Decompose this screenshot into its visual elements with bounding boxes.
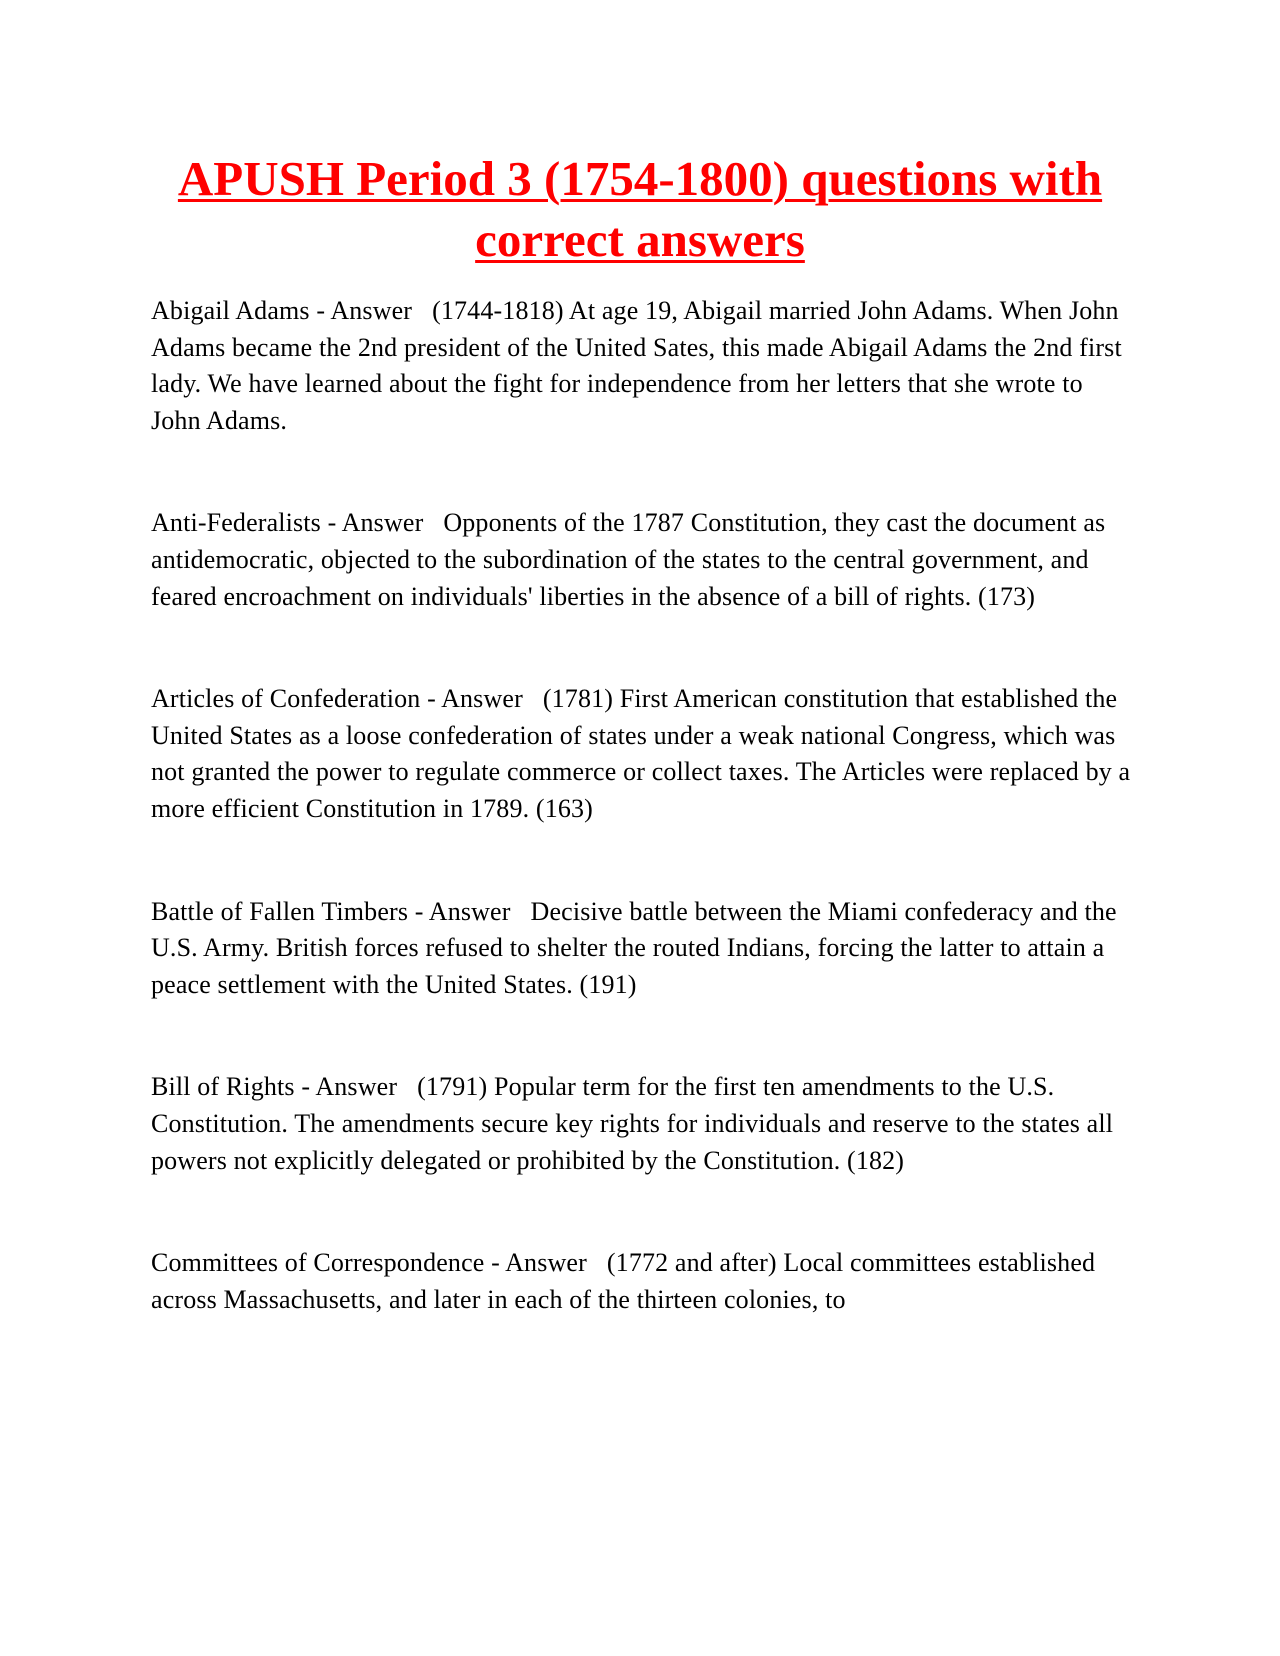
- entry-battle-of-fallen-timbers: [151, 894, 1136, 1004]
- entry-abigail-adams: [151, 293, 1136, 439]
- entry-committees-of-correspondence: [151, 1245, 1136, 1318]
- entry-articles-of-confederation: [151, 681, 1136, 827]
- entry-answer-label: - Answer: [320, 508, 444, 538]
- entry-definition: (1744-1818) At age 19, Abigail married John Adams. When John Adams became the 2nd president of the United Sates, this made Abigail Adams the 2nd first lady. We have learned about the fight for independence from her letters that she wrote to John Adams.: [151, 296, 1129, 435]
- entry-definition: (1791) Popular term for the first ten amendments to the U.S. Constitution. The amendments secure key rights for individuals and reserve to the states all powers not explicitly delegated or prohibited by the Constitution. (182): [151, 1072, 1120, 1175]
- entry-term: Anti-Federalists: [151, 508, 321, 538]
- entry-answer-label: - Answer: [294, 1072, 418, 1102]
- entry-definition: Decisive battle between the Miami confederacy and the U.S. Army. British forces refused to shelter the routed Indians, forcing the latter to attain a peace settlement with the United States. (191): [151, 896, 1124, 999]
- entry-term: Committees of Correspondence: [151, 1248, 485, 1278]
- entry-answer-label: - Answer: [484, 1248, 607, 1278]
- entry-term: Articles of Confederation: [151, 684, 421, 714]
- entry-definition: (1781) First American constitution that established the United States as a loose confederation of states under a weak national Congress, which was not granted the power to regulate commerce or collect taxes. The Articles were replaced by a more efficient Constitution in 1789. (163): [151, 684, 1137, 823]
- document-title: APUSH Period 3 (1754-1800) questions with correct answers: [177, 151, 1103, 267]
- entry-definition: (1772 and after) Local committees established across Massachusetts, and later in each of the thirteen colonies, to: [151, 1248, 1102, 1314]
- entry-list: [151, 293, 1136, 1318]
- entry-definition: Opponents of the 1787 Constitution, they cast the document as antidemocratic, objected to the subordination of the states to the central government, and feared encroachment on individuals' liberties in the absence of a bill of rights. (173): [151, 508, 1112, 611]
- entry-term: Battle of Fallen Timbers: [151, 896, 409, 926]
- entry-answer-label: - Answer: [408, 896, 531, 926]
- entry-term: Abigail Adams: [151, 296, 310, 325]
- entry-anti-federalists: [151, 505, 1136, 615]
- entry-term: Bill of Rights: [151, 1072, 295, 1102]
- entry-bill-of-rights: [151, 1069, 1136, 1179]
- entry-answer-label: - Answer: [309, 296, 433, 325]
- entry-answer-label: - Answer: [420, 684, 543, 714]
